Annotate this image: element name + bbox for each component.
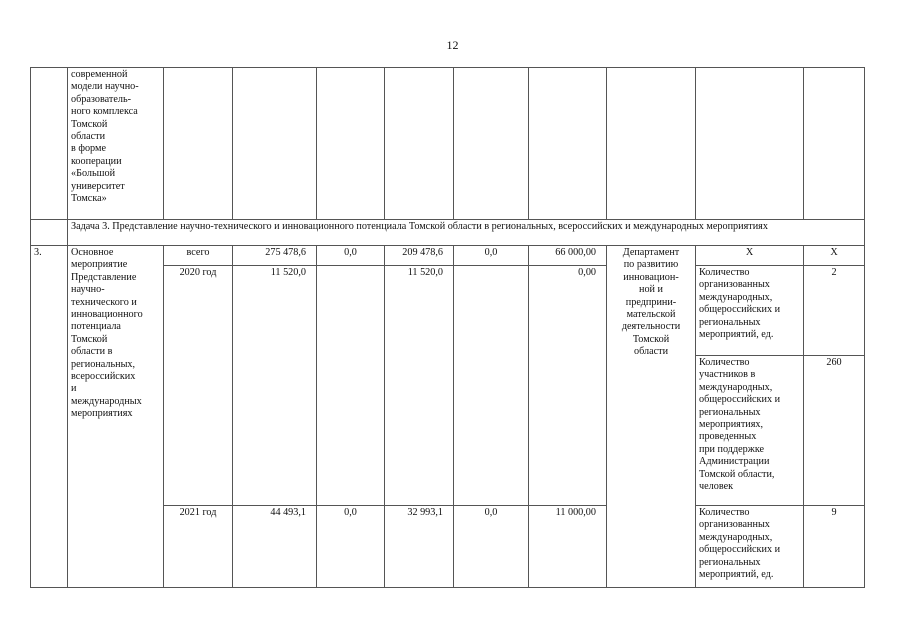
row-number-cell: 3. xyxy=(31,246,68,588)
total-cell: 275 478,6 xyxy=(233,246,317,266)
event-name-cell: Основное мероприятие Представление научно- технического и инновационного потенциала Томской области в региональных, всероссийских и международных мероприятиях xyxy=(68,246,164,588)
extrabudget-cell: 0,00 xyxy=(529,266,607,506)
indicator-value-cell: 9 xyxy=(804,506,865,588)
federal-cell: 0,0 xyxy=(317,506,385,588)
regional-cell: 209 478,6 xyxy=(385,246,454,266)
table-row xyxy=(31,246,865,266)
local-cell: 0,0 xyxy=(454,506,529,588)
indicator-name-cell: Количество организованных международных, общероссийских и региональных мероприятий, ед. xyxy=(696,506,804,588)
table-row xyxy=(31,68,865,220)
indicator-name-cell: Х xyxy=(696,246,804,266)
empty-cell xyxy=(164,68,233,220)
program-table xyxy=(30,67,865,588)
event-name-cell: современной модели научно- образователь- ного комплекса Томской области в форме кооперации «Большой университет Томска» xyxy=(68,68,164,220)
indicator-name-cell: Количество организованных международных, общероссийских и региональных мероприятий, ед. xyxy=(696,266,804,356)
empty-cell xyxy=(31,220,68,246)
federal-cell: 0,0 xyxy=(317,246,385,266)
empty-cell xyxy=(696,68,804,220)
task-title-cell: Задача 3. Представление научно-технического и инновационного потенциала Томской области в региональных, всероссийских и международных мероприятиях xyxy=(68,220,865,246)
regional-cell: 11 520,0 xyxy=(385,266,454,506)
empty-cell xyxy=(317,68,385,220)
empty-cell xyxy=(804,68,865,220)
period-cell: 2020 год xyxy=(164,266,233,506)
local-cell xyxy=(454,266,529,506)
indicator-name-cell: Количество участников в международных, общероссийских и региональных мероприятиях, проведенных при поддержке Администрации Томской области, человек xyxy=(696,356,804,506)
total-cell: 44 493,1 xyxy=(233,506,317,588)
empty-cell xyxy=(233,68,317,220)
total-cell: 11 520,0 xyxy=(233,266,317,506)
indicator-value-cell: 260 xyxy=(804,356,865,506)
empty-cell xyxy=(607,68,696,220)
extrabudget-cell: 66 000,00 xyxy=(529,246,607,266)
executor-cell: Департамент по развитию инновацион- ной и предприни- мательской деятельности Томской области xyxy=(607,246,696,588)
indicator-value-cell: 2 xyxy=(804,266,865,356)
indicator-value-cell: Х xyxy=(804,246,865,266)
empty-cell xyxy=(454,68,529,220)
period-cell: 2021 год xyxy=(164,506,233,588)
period-cell: всего xyxy=(164,246,233,266)
empty-cell xyxy=(529,68,607,220)
table-row xyxy=(31,220,865,246)
extrabudget-cell: 11 000,00 xyxy=(529,506,607,588)
regional-cell: 32 993,1 xyxy=(385,506,454,588)
page-number: 12 xyxy=(446,38,459,52)
local-cell: 0,0 xyxy=(454,246,529,266)
empty-cell xyxy=(385,68,454,220)
row-number-cell xyxy=(31,68,68,220)
federal-cell xyxy=(317,266,385,506)
